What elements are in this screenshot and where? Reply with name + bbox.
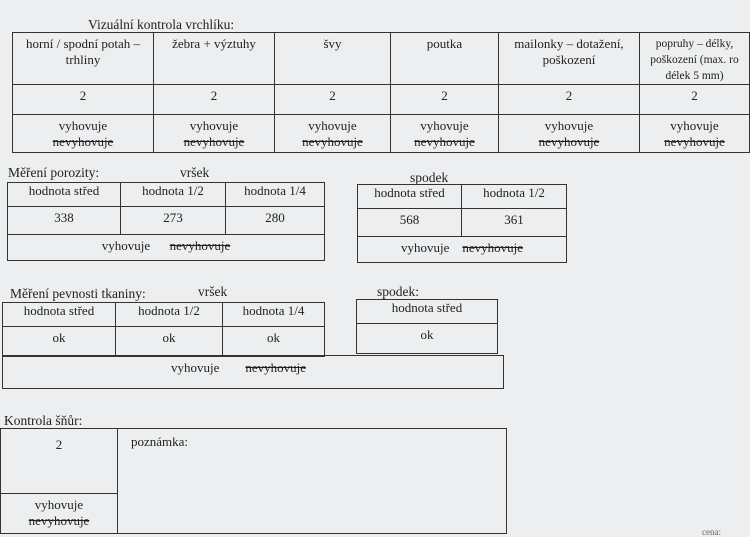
porosity-top-value: 273	[121, 207, 226, 235]
visual-verdict: vyhovuje nevyhovuje	[640, 115, 750, 153]
porosity-top-header-row	[8, 183, 325, 207]
porosity-bottom-value-row	[358, 209, 567, 237]
porosity-bottom-value: 568	[358, 209, 462, 237]
visual-value: 2	[154, 85, 275, 115]
visual-value-row	[13, 85, 750, 115]
porosity-top-verdict: vyhovuje nevyhovuje	[8, 235, 325, 261]
visual-header: poutka	[391, 33, 499, 85]
strength-title: Měření pevnosti tkaniny:	[10, 286, 146, 301]
lines-note-label: poznámka:	[131, 434, 189, 449]
porosity-top-verdict-row	[8, 235, 325, 261]
strength-top-header: hodnota 1/4	[223, 303, 325, 327]
visual-value: 2	[275, 85, 391, 115]
strength-top-label: vršek	[198, 284, 228, 299]
strength-top-table	[2, 302, 325, 357]
visual-title: Vizuální kontrola vrchlíku:	[88, 17, 235, 32]
porosity-top-table	[7, 182, 325, 261]
visual-value: 2	[13, 85, 154, 115]
visual-header-row	[13, 33, 750, 85]
visual-header: popruhy – délky, poškození (max. ro délek 5 mm)	[640, 33, 750, 85]
porosity-title: Měření porozity:	[8, 165, 100, 180]
porosity-bottom-header-row	[358, 185, 567, 209]
visual-header: mailonky – dotažení, poškození	[499, 33, 640, 85]
visual-header: horní / spodní potah – trhliny	[13, 33, 154, 85]
lines-verdict: vyhovuje nevyhovuje	[28, 497, 90, 528]
footer-text: cena:	[702, 527, 721, 537]
strength-top-header-row	[3, 303, 325, 327]
strength-top-header: hodnota střed	[3, 303, 116, 327]
porosity-top-header: hodnota 1/4	[226, 183, 325, 207]
porosity-bottom-table	[357, 184, 567, 263]
visual-value: 2	[499, 85, 640, 115]
porosity-top-header: hodnota 1/2	[121, 183, 226, 207]
visual-verdict: vyhovuje nevyhovuje	[275, 115, 391, 153]
porosity-bottom-verdict: vyhovuje nevyhovuje	[358, 237, 567, 263]
strength-bottom-header-row	[357, 300, 498, 324]
strength-nok: nevyhovuje	[245, 360, 307, 375]
visual-verdict: vyhovuje nevyhovuje	[13, 115, 154, 153]
strength-bottom-header: hodnota střed	[357, 300, 498, 324]
strength-top-header: hodnota 1/2	[116, 303, 223, 327]
strength-bottom-value-row	[357, 324, 498, 354]
strength-bottom-table	[356, 299, 498, 354]
visual-verdict: vyhovuje nevyhovuje	[154, 115, 275, 153]
porosity-top-label: vršek	[180, 165, 210, 180]
visual-verdict-row	[13, 115, 750, 153]
porosity-bottom-verdict-row	[358, 237, 567, 263]
porosity-top-value-row	[8, 207, 325, 235]
visual-table	[12, 32, 750, 153]
porosity-bottom-label: spodek	[410, 170, 449, 185]
lines-table	[0, 428, 507, 534]
visual-header: žebra + výztuhy	[154, 33, 275, 85]
porosity-bottom-header: hodnota střed	[358, 185, 462, 209]
visual-verdict: vyhovuje nevyhovuje	[499, 115, 640, 153]
visual-header: švy	[275, 33, 391, 85]
strength-bottom-label: spodek:	[377, 284, 419, 299]
visual-verdict: vyhovuje nevyhovuje	[391, 115, 499, 153]
strength-ok: vyhovuje	[171, 360, 220, 375]
lines-title: Kontrola šňůr:	[4, 413, 83, 428]
visual-value: 2	[391, 85, 499, 115]
strength-verdict-box	[2, 355, 504, 389]
lines-row-divider	[1, 493, 117, 494]
strength-top-value: ok	[116, 327, 223, 357]
lines-value: 2	[55, 437, 63, 452]
porosity-bottom-header: hodnota 1/2	[462, 185, 567, 209]
strength-top-value-row	[3, 327, 325, 357]
porosity-top-value: 280	[226, 207, 325, 235]
porosity-top-value: 338	[8, 207, 121, 235]
porosity-top-header: hodnota střed	[8, 183, 121, 207]
strength-top-value: ok	[3, 327, 116, 357]
lines-divider	[117, 429, 118, 533]
porosity-bottom-value: 361	[462, 209, 567, 237]
visual-value: 2	[640, 85, 750, 115]
strength-top-value: ok	[223, 327, 325, 357]
strength-bottom-value: ok	[357, 324, 498, 354]
